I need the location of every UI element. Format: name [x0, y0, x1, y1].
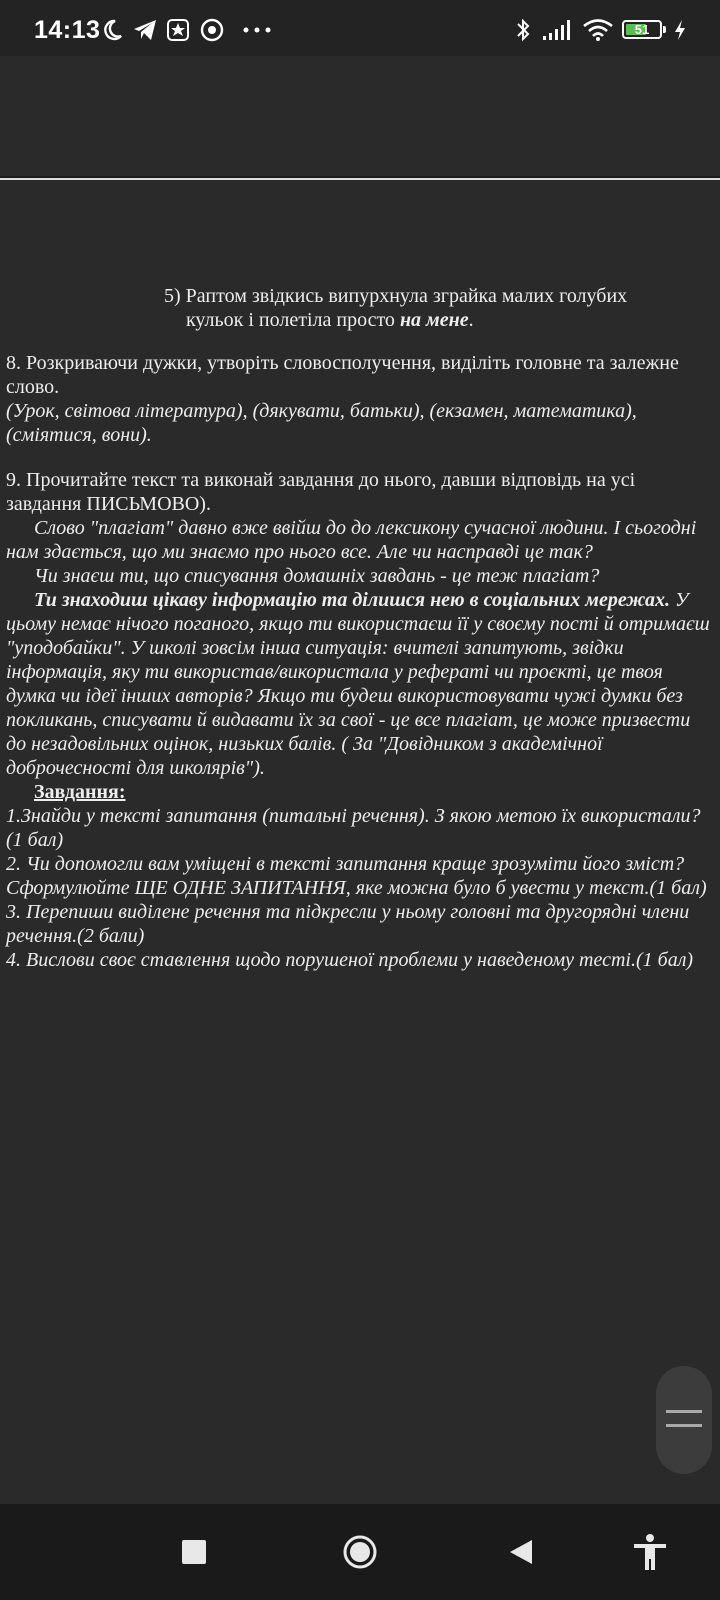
status-time: 14:13 — [34, 16, 101, 44]
task-9-title: 9. Прочитайте текст та виконай завдання до нього, давши відповідь на усі завдання ПИСЬМОВО). — [6, 469, 636, 515]
back-button[interactable] — [508, 1538, 534, 1566]
star-badge-icon — [166, 18, 190, 42]
battery-icon — [622, 20, 662, 39]
viewer-top-area — [0, 56, 720, 176]
text-paragraph-1: Слово "плагіат" давно вже ввійш до до лексикону сучасної людини. І сьогодні нам здається, що ми знаємо про нього все. Але чи насправді це так? — [6, 517, 697, 563]
bluetooth-icon — [514, 18, 532, 42]
accessibility-button[interactable] — [630, 1532, 670, 1572]
home-button[interactable] — [342, 1534, 378, 1570]
charging-icon — [672, 18, 688, 42]
question-1: 1.Знайди у тексті запитання (питальні речення). З якою метою їх використали?(1 бал) — [6, 805, 701, 851]
text-paragraph-3: Ти знаходиш цікаву інформацію та ділишся нею в соціальних мережах. У цьому немає нічого поганого, якщо ти використаєш її у своєму пості й отримаєш "уподобайки". У школі зовсім інша ситуація: вчителі запитують, звідки інформація, яку ти використав/використала у рефераті чи проєкті, це твоя думка чи ідеї інших авторів? Якщо ти будеш використовувати чужі думки без покликань, списувати й видавати їх за свої - це все плагіат, це може призвести до незадовільних оцінок, низьких балів. ( За "Довідником з академічної доброчесності для школярів"). — [6, 589, 710, 779]
chrome-icon — [200, 18, 224, 42]
task-8 — [6, 351, 712, 447]
document-page[interactable] — [0, 178, 720, 1506]
battery-level: 51 — [634, 22, 650, 37]
navigation-bar — [0, 1504, 720, 1600]
signal-icon — [542, 18, 572, 42]
telegram-icon — [132, 18, 158, 42]
task-5-sentence: 5) Раптом звідкись випурхнула зграйка малих голубих кульок і полетіла просто на мене. — [164, 285, 628, 331]
text-paragraph-2: Чи знаєш ти, що списування домашніх завдань - це теж плагіат? — [34, 565, 600, 587]
emphasized-phrase: на мене — [399, 309, 469, 331]
question-2: 2. Чи допомогли вам уміщені в тексті запитання краще зрозуміти його зміст? Сформулюйте ЩЕ ОДНЕ ЗАПИТАННЯ, яке можна було б увести у текст.(1 бал) — [6, 853, 707, 899]
fast-scroll-handle[interactable] — [656, 1366, 712, 1474]
wifi-icon — [582, 18, 614, 42]
recents-button[interactable] — [182, 1540, 206, 1564]
moon-icon — [100, 18, 124, 42]
more-dots-icon — [242, 18, 272, 42]
tasks-heading: Завдання: — [34, 781, 126, 803]
status-bar — [0, 0, 720, 56]
question-3: 3. Перепиши виділене речення та підкресли у ньому головні та другорядні члени речення.(2 бали) — [6, 901, 690, 947]
task-9 — [6, 468, 712, 972]
question-4: 4. Вислови своє ставлення щодо порушеної проблеми у наведеному тесті.(1 бал) — [6, 949, 694, 971]
highlighted-sentence: Ти знаходиш цікаву інформацію та ділишся нею в соціальних мережах. — [34, 589, 671, 611]
task-8-words: (Урок, світова література), (дякувати, батьки), (екзамен, математика), (сміятися, вони). — [6, 400, 637, 446]
task-8-title: 8. Розкриваючи дужки, утворіть словосполучення, виділіть головне та залежне слово. — [6, 352, 679, 398]
